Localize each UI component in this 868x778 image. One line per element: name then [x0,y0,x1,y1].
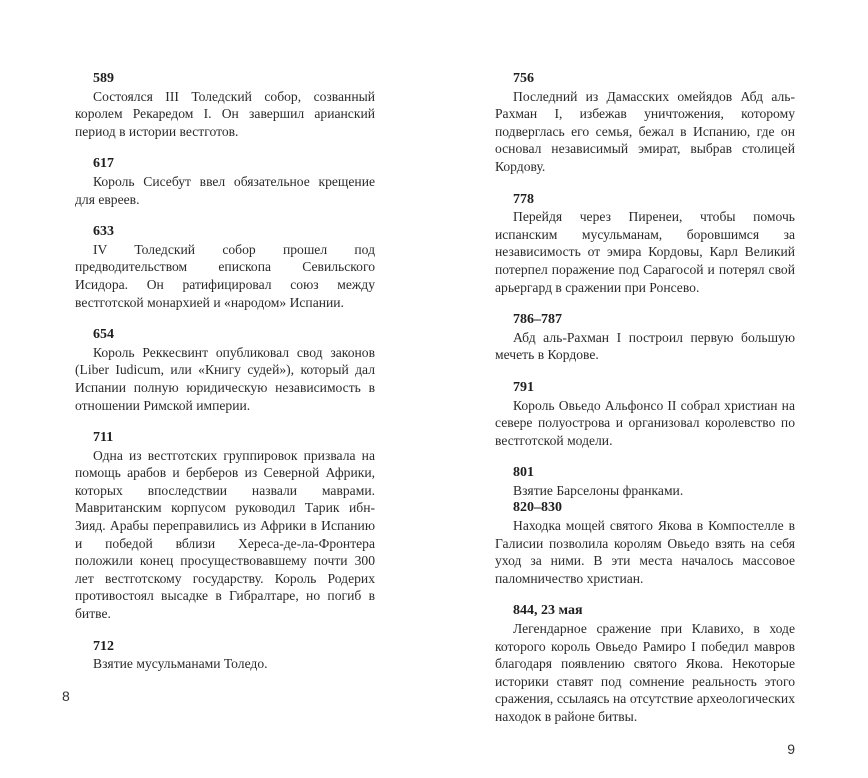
entry-year: 633 [93,224,114,240]
entry-text: Король Овьедо Альфонсо II собрал христиан на севере полуострова и организовал королевство по вестготской модели. [495,397,795,448]
entry-text: Одна из вестготских группировок призвала на помощь арабов и берберов из Северной Африки, которых впоследствии назвали маврами. Мавританским корпусом руководил Тарик ибн-Зияд. Арабы переправились из Африки в Испанию и победой вблизи Хереса-де-ла-Фронтера положили конец просуществовавшему почти 300 лет вестготскому государству. Король Родерих противостоял высадке в Гибралтаре, но погиб в битве. [75,447,375,622]
entry-year: 617 [93,156,114,172]
entry-year: 801 [513,465,534,481]
entry-text: Взятие мусульманами Толедо. [93,656,268,672]
entry-year: 786–787 [513,312,562,328]
timeline-entry [75,326,375,414]
timeline-entry [75,223,375,311]
entry-text: Король Сисебут ввел обязательное крещение для евреев. [75,173,375,207]
entry-text: IV Толедский собор прошел под предводительством епископа Севильского Исидора. Он ратифицировал союз между вестготской монархией и «народом» Испании. [75,241,375,310]
entry-text: Находка мощей святого Якова в Компостелле в Галисии позволила королям Овьедо взять на себя уход за ними. В эти места началось массовое паломничество христиан. [495,518,795,586]
timeline-entry [495,602,795,725]
page-number: 8 [62,687,70,704]
entry-text: Взятие Барселоны франками. [513,482,684,498]
entry-text: Легендарное сражение при Клавихо, в ходе которого король Овьедо Рамиро I победил мавров благодаря появлению святого Якова. Некоторые историки ставят под сомнение реальность этого сражения, ссылаясь на отсутствие археологических находок в районе битвы. [495,621,795,724]
entry-text: Перейдя через Пиренеи, чтобы помочь испанским мусульманам, боровшимся за независимость от эмира Кордовы, Карл Великий потерпел поражение под Сарагосой и потерял свой арьергард в сражении при Ронсево. [495,209,795,295]
timeline-entry [495,191,795,297]
timeline-entry [75,70,375,140]
entry-year: 844, 23 мая [513,603,583,619]
entry-text: Абд аль-Рахман I построил первую большую мечеть в Кордове. [495,329,795,363]
entry-text: Король Реккесвинт опубликовал свод законов (Liber Iudicum, или «Книгу судей»), который дал Испании полную юридическую независимость в отношении Римской империи. [75,344,375,413]
page-number: 9 [787,740,795,757]
right-page [434,0,868,778]
entry-year: 589 [93,71,114,86]
left-page-content [62,70,375,705]
timeline-entry [75,155,375,208]
entry-text: Последний из Дамасских омейядов Абд аль-Рахман I, избежав уничтожения, которому подверглась его семья, бежал в Испанию, где он основал независимый эмират, выбрав столицей Кордову. [495,88,795,174]
right-page-content [495,70,795,758]
timeline-entry [495,70,795,176]
entry-year: 654 [93,327,114,343]
entry-year: 711 [93,430,114,446]
timeline-entry [495,379,795,449]
entry-year: 778 [513,191,534,207]
entry-text: Состоялся III Толедский собор, созванный королем Рекаредом I. Он завершил арианский период в истории вестготов. [75,88,375,139]
entry-year: 791 [513,379,534,395]
timeline-entry [75,429,375,623]
timeline-entry [495,499,795,587]
timeline-entry [75,638,375,673]
timeline-entry [495,311,795,364]
entry-year: 820–830 [513,500,562,516]
entry-year: 756 [513,71,534,86]
timeline-entry [495,464,795,499]
entry-year: 712 [93,638,114,654]
